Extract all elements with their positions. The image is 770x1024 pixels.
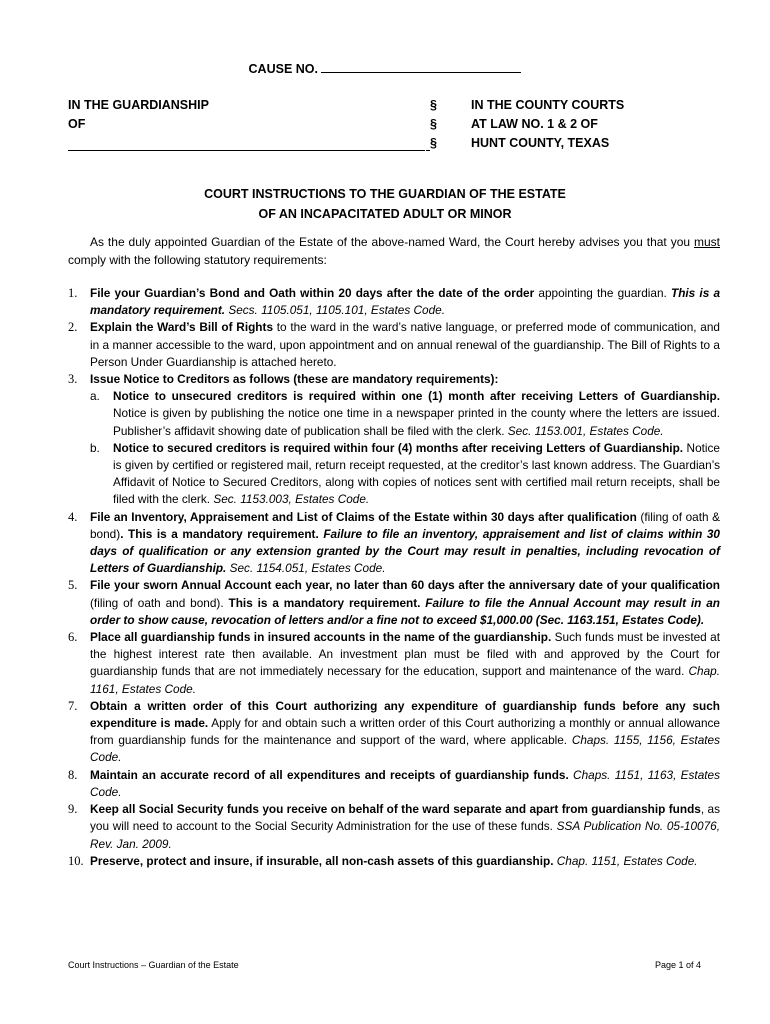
item-number: 9. xyxy=(68,802,78,817)
document-title xyxy=(0,184,770,224)
section-marks xyxy=(430,96,437,153)
sub-item-letter: b. xyxy=(90,440,100,455)
list-item xyxy=(68,577,720,629)
court-name-line: HUNT COUNTY, TEXAS xyxy=(471,136,610,150)
cause-number-blank xyxy=(321,60,521,73)
sub-item-text: Notice is given by publishing the notice one time in a newspaper printed in the county where the letters are issued. Publisher’s affidavit showing date of publication shall be filed with the clerk. xyxy=(113,406,720,438)
intro-paragraph xyxy=(68,233,720,269)
list-item xyxy=(68,767,720,801)
item-heading: Preserve, protect and insure, if insurable, all non-cash assets of this guardianship. xyxy=(90,853,554,868)
intro-text: As the duly appointed Guardian of the Estate of the above-named Ward, the Court hereby advises you that you xyxy=(90,235,694,249)
item-heading: Maintain an accurate record of all expenditures and receipts of guardianship funds. xyxy=(90,767,569,782)
cause-number xyxy=(0,60,770,76)
sub-item-letter: a. xyxy=(90,389,100,404)
item-heading: File your sworn Annual Account each year, no later than 60 days after the anniversary date of your qualification xyxy=(90,578,720,593)
sub-item-heading: Notice to unsecured creditors is required within one (1) month after receiving Letters of Guardianship. xyxy=(113,389,720,404)
intro-must: must xyxy=(693,235,720,249)
section-mark: § xyxy=(430,98,437,112)
list-item xyxy=(68,371,720,509)
item-heading: Obtain a written order of this Court authorizing any expenditure of guardianship funds before any such expenditure is made. xyxy=(90,698,720,731)
item-citation: Secs. 1105.051, 1105.101, Estates Code. xyxy=(225,303,445,318)
cause-label: CAUSE NO. xyxy=(248,62,318,76)
item-citation: Chap. 1161, Estates Code. xyxy=(90,664,720,696)
sub-item xyxy=(90,440,720,509)
item-heading: File your Guardian’s Bond and Oath within 20 days after the date of the order xyxy=(90,286,535,300)
list-item xyxy=(68,319,720,371)
requirements-list xyxy=(68,285,720,870)
list-item xyxy=(68,285,720,319)
page-number: Page 1 of 4 xyxy=(654,960,701,970)
list-item xyxy=(68,853,720,870)
item-text: (filing of oath & bond) xyxy=(90,509,721,541)
caption-left-line: OF xyxy=(68,117,86,131)
item-emphasis: Failure to file an inventory, appraisement and list of claims within 30 days of qualification or any extension granted by the Court may result in penalties, including revocation of Letters of Guardianship. xyxy=(90,526,720,576)
item-number: 1. xyxy=(68,286,78,300)
section-mark: § xyxy=(430,136,437,150)
item-emphasis: This is a mandatory requirement. xyxy=(90,286,720,318)
item-citation: Chaps. 1151, 1163, Estates Code. xyxy=(90,767,721,799)
caption-left xyxy=(68,96,209,134)
caption-right xyxy=(471,96,624,153)
list-item xyxy=(68,801,720,853)
court-name-line: IN THE COUNTY COURTS xyxy=(471,98,625,112)
item-text: to the ward in the ward’s native language, or preferred mode of communication, and in a manner accessible to the ward, upon appointment and on annual renewal of the guardianship. The Bill of Rights to a Person Under Guardianship is attached hereto. xyxy=(90,320,720,369)
item-heading: Keep all Social Security funds you receive on behalf of the ward separate and apart from guardianship funds xyxy=(90,802,701,817)
item-text: Apply for and obtain such a written order of this Court authorizing a monthly or annual allowance from guardianship funds for the maintenance and support of the ward, where applicable. xyxy=(90,716,720,748)
item-heading: File an Inventory, Appraisement and List of Claims of the Estate within 30 days after qualification xyxy=(90,509,637,524)
item-citation: Chaps. 1155, 1156, Estates Code. xyxy=(90,733,721,765)
item-number: 7. xyxy=(68,698,78,713)
intro-text-end: comply with the following statutory requirements: xyxy=(68,253,327,267)
item-number: 6. xyxy=(68,630,78,645)
item-heading: Explain the Ward’s Bill of Rights xyxy=(90,320,274,335)
item-heading: Place all guardianship funds in insured accounts in the name of the guardianship. xyxy=(90,630,552,645)
footer-title: Court Instructions – Guardian of the Estate xyxy=(68,960,239,970)
item-number: 5. xyxy=(68,578,78,593)
ward-name-blank xyxy=(68,150,425,151)
caption-left-line: IN THE GUARDIANSHIP xyxy=(68,98,209,112)
item-text: appointing the guardian. xyxy=(534,286,671,300)
item-emphasis: Failure to file the Annual Account may result in an order to show cause, revocation of letters and/or a fine not to exceed $1,000.00 (Sec. 1163.151, Estates Code). xyxy=(90,595,720,627)
item-text: Such funds must be invested at the highest interest rate then available. An investment plan must be filed with and approved by the Court for guardianship funds that are not immediately necessary for the education, support and maintenance of the ward. xyxy=(90,630,720,679)
item-number: 10. xyxy=(68,853,84,868)
sub-item-heading: Notice to secured creditors is required within four (4) months after receiving Letters of Guardianship. xyxy=(113,440,684,455)
item-citation: Chap. 1151, Estates Code. xyxy=(553,853,698,868)
item-mandatory: . This is a mandatory requirement. xyxy=(120,526,319,541)
section-mark: § xyxy=(430,117,437,131)
list-item xyxy=(68,629,720,698)
item-number: 3. xyxy=(68,372,78,387)
item-number: 4. xyxy=(68,509,78,524)
list-item xyxy=(68,509,720,578)
item-number: 2. xyxy=(68,320,78,335)
sub-item-citation: Sec. 1153.003, Estates Code. xyxy=(213,492,370,507)
item-heading: Issue Notice to Creditors as follows (these are mandatory requirements): xyxy=(90,372,499,387)
sub-item-text: Notice is given by certified or registered mail, return receipt requested, at the creditor’s last known address. The Guardian’s Affidavit of Notice to Secured Creditors, along with copies of notices sent with certified mail return receipts, shall be filed with the clerk. xyxy=(113,440,720,507)
sub-item-citation: Sec. 1153.001, Estates Code. xyxy=(507,423,664,438)
title-line-2: OF AN INCAPACITATED ADULT OR MINOR xyxy=(258,207,512,221)
item-citation: Sec. 1154.051, Estates Code. xyxy=(226,561,386,576)
item-text: , as you will need to account to the Social Security Administration for the use of these funds. xyxy=(90,802,720,834)
item-number: 8. xyxy=(68,767,78,782)
court-name-line: AT LAW NO. 1 & 2 OF xyxy=(471,117,598,131)
sub-item xyxy=(90,388,720,440)
item-text: (filing of oath and bond). xyxy=(90,595,229,610)
title-line-1: COURT INSTRUCTIONS TO THE GUARDIAN OF THE ESTATE xyxy=(204,187,566,201)
list-item xyxy=(68,698,720,767)
item-mandatory: This is a mandatory requirement. xyxy=(228,595,421,610)
item-citation: SSA Publication No. 05-10076, Rev. Jan. 2009. xyxy=(90,819,721,851)
